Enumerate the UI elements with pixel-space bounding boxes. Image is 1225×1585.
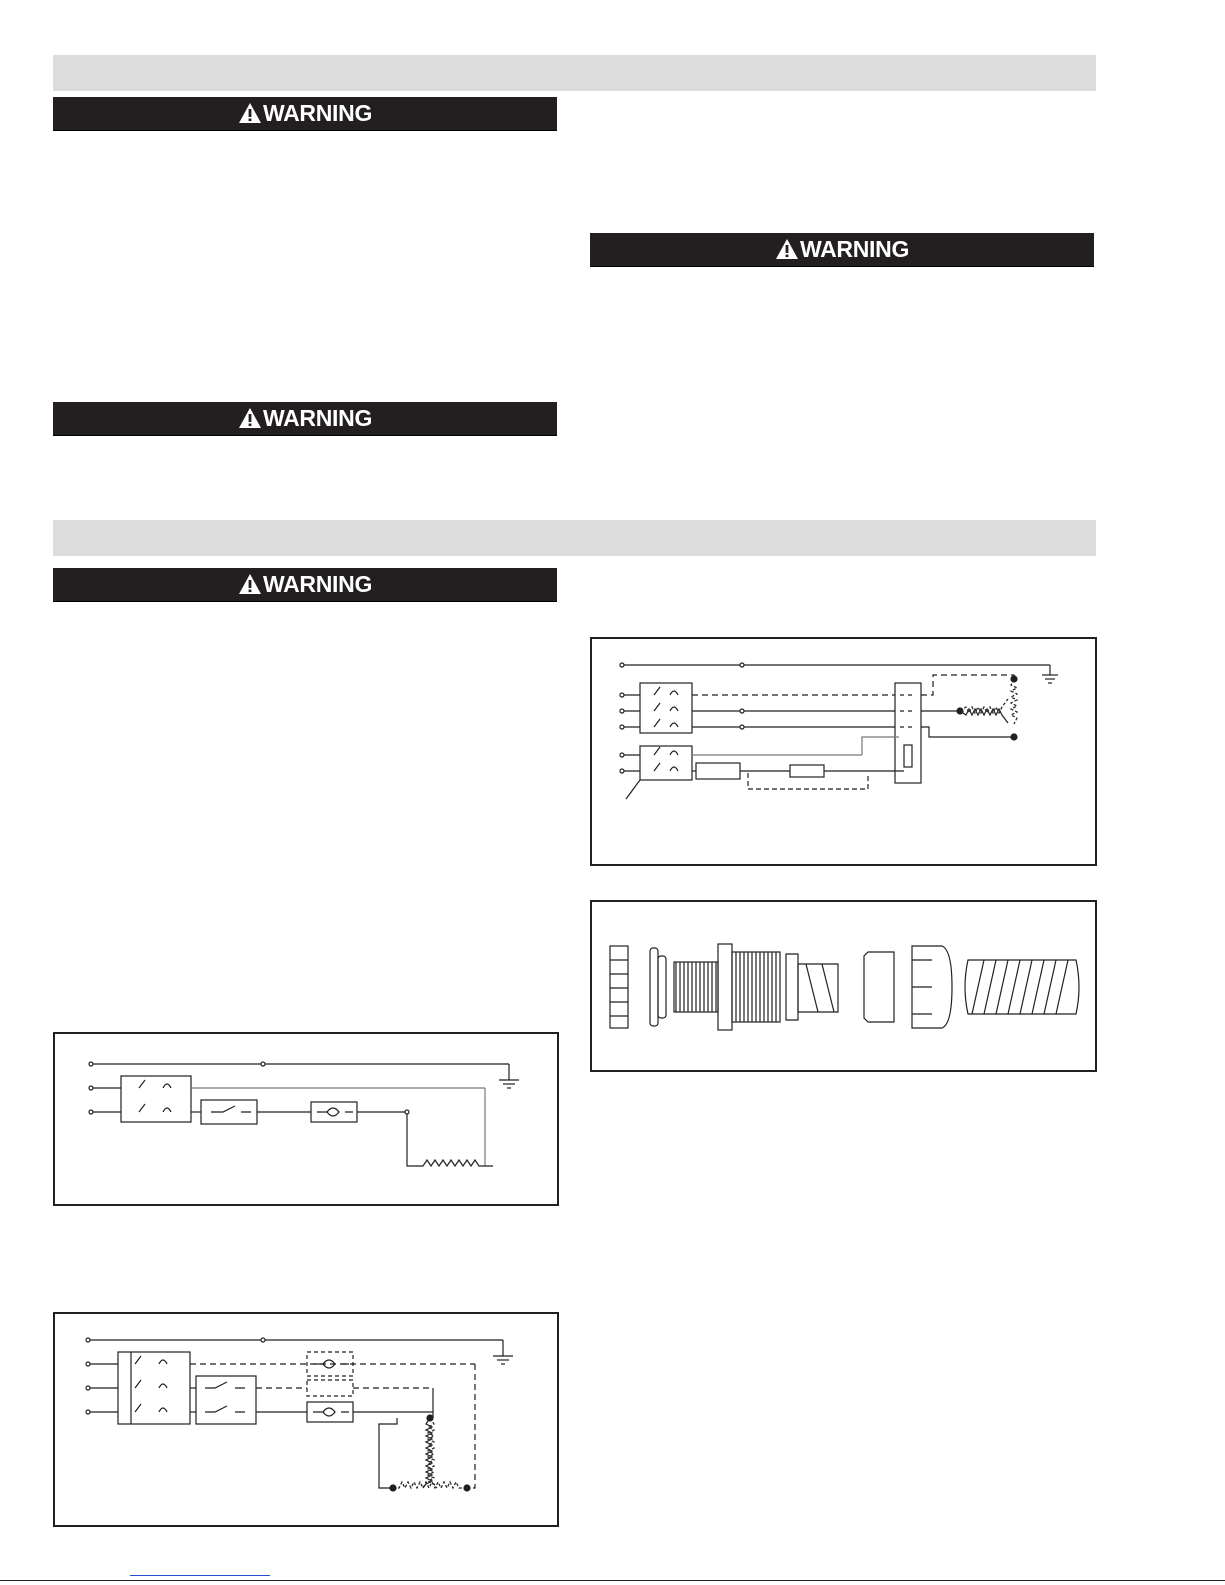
- footer-link-underline[interactable]: [130, 1575, 270, 1576]
- warning-triangle-icon: [238, 573, 262, 595]
- wiring-diagram-three-phase-delta: [53, 1312, 559, 1527]
- wiring-diagram-single-phase: [53, 1032, 559, 1206]
- warning-triangle-icon: [775, 238, 799, 260]
- warning-banner-1: [53, 97, 557, 131]
- warning-banner-3: [590, 233, 1094, 267]
- warning-triangle-icon: [238, 407, 262, 429]
- warning-banner-4: [53, 568, 557, 602]
- section-header-bar-2: [53, 520, 1096, 556]
- conduit-fitting-exploded-view: [590, 900, 1097, 1072]
- warning-label: WARNING: [262, 100, 373, 126]
- footer-rule: [0, 1580, 1225, 1581]
- wiring-diagram-three-phase-control-svg: [592, 639, 1099, 868]
- wiring-diagram-three-phase-delta-svg: [55, 1314, 561, 1529]
- warning-label: WARNING: [799, 236, 910, 262]
- warning-triangle-icon: [238, 102, 262, 124]
- warning-label: WARNING: [262, 571, 373, 597]
- wiring-diagram-three-phase-control: [590, 637, 1097, 866]
- warning-banner-2: [53, 402, 557, 436]
- conduit-fitting-exploded-view-svg: [592, 902, 1099, 1074]
- wiring-diagram-single-phase-svg: [55, 1034, 561, 1208]
- section-header-bar-1: [53, 55, 1096, 91]
- warning-label: WARNING: [262, 405, 373, 431]
